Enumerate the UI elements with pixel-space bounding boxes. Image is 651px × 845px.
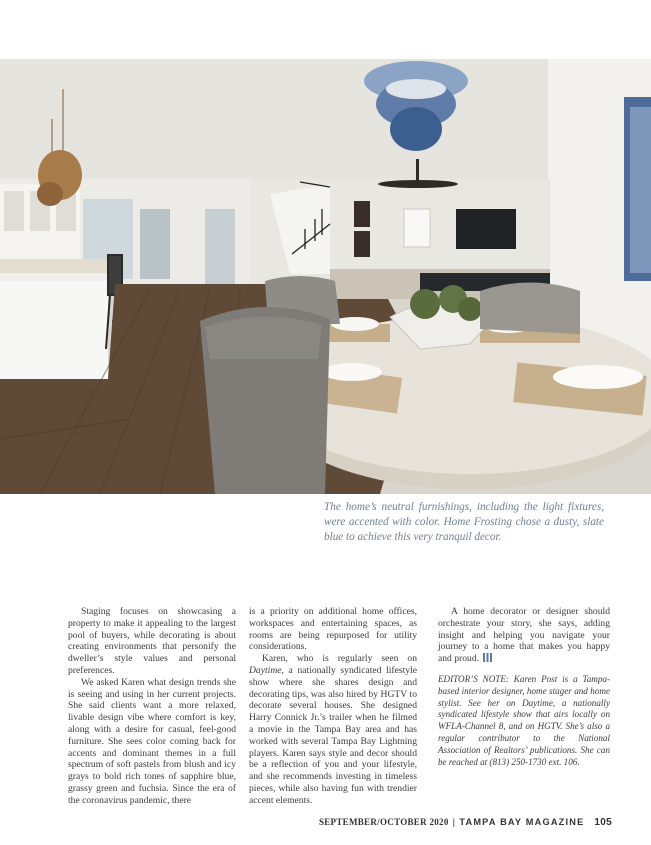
article-column-1 [68,606,236,807]
paragraph: Staging focuses on showcasing a property to make it appealing to the largest pool of buyers, while decorating is about creating environments that personify the dweller’s style values and personal preferences. [68,606,236,676]
dining-room-illustration [0,59,651,494]
page-footer [319,817,612,828]
photo-caption: The home’s neutral furnishings, including the light fixtures, were accented with color. Home Frosting chose a dusty, slate blue to achieve this very tranquil decor. [324,501,604,544]
paragraph: is a priority on additional home offices, workspaces and entertaining spaces, as rooms are being repurposed for utility considerations. [249,606,417,653]
paragraph-text: , a nationally syndicated lifestyle show where she shares design and decorating tips, was also hired by HGTV to decorate several houses. She designed Harry Connick Jr.’s trailer when he filmed a movie in the Tampa Bay area and has worked with several Tampa Bay Lightning players. Karen says style and decor should be a reflection of you and your lifestyle, and she recommends investing in timeless pieces, while also having fun with trendier accent elements. [249,664,417,806]
paragraph [438,606,610,665]
footer-separator: | [452,817,456,827]
issue-date: SEPTEMBER/OCTOBER 2020 [318,817,449,827]
magazine-name: TAMPA BAY MAGAZINE [459,817,585,827]
paragraph-text: Karen, who is regularly seen on [262,653,417,665]
article-column-3 [438,606,610,768]
paragraph-text: A home decorator or designer should orchestrate your story, she says, adding insight and helping you navigate your journey to a home that makes you happy and proud. [438,606,610,665]
paragraph: We asked Karen what design trends she is seeing and using in her current projects. She said clients want a more relaxed, livable design vibe where comfort is key, along with a desire for casual, feel-good furniture. She sees color coming back for accents and dominant themes in a full spectrum of soft pastels from blush and icy grays to bold rich tones of sapphire blue, grassy green and fuchsia. Since the era of the coronavirus pandemic, there [68,676,236,806]
paragraph [249,653,417,806]
end-of-article-icon [483,653,492,662]
editors-note: EDITOR’S NOTE: Karen Post is a Tampa-based interior designer, home stager and home stylist. See her on Daytime, a nationally syndicated lifestyle show that airs locally on WFLA-Channel 8, and on HGTV. She’s also a regular contributor to the National Association of Realtors’ publications. She can be reached at (813) 250-1730 ext. 106. [438,673,610,767]
show-title: Daytime [249,664,282,676]
dining-room-photo [0,59,651,494]
article-column-2 [249,606,417,807]
page-number: 105 [594,817,612,828]
